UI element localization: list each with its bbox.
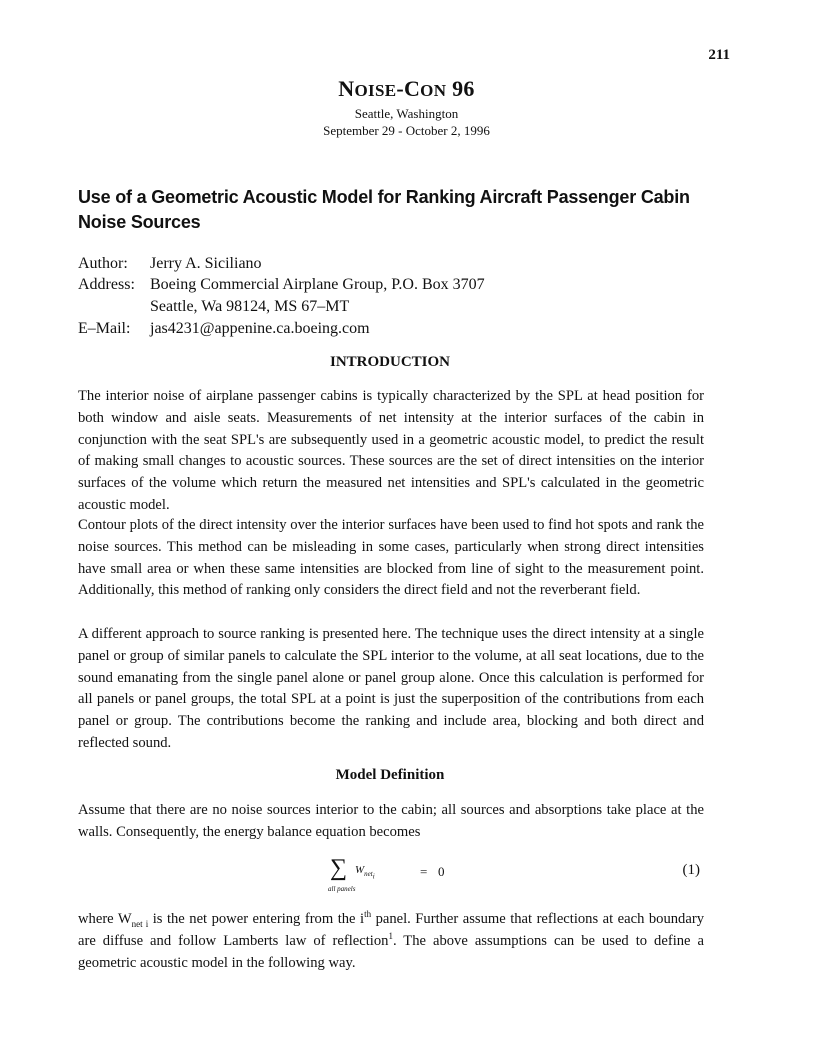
email-label: E–Mail:: [78, 320, 131, 337]
equation-1: [330, 855, 700, 895]
author-row: [78, 254, 262, 274]
author-label: Author:: [78, 255, 128, 272]
email-row: [78, 319, 370, 339]
equation-rhs: 0: [438, 864, 445, 879]
model-paragraph-2: where $W_{net i}$ is the net power entering from the $i^{th}$ panel. Further assume that reflections at each boundary are diffuse and follow Lamberts law of reflection$^1$. The above assumptions can be used to define a geometric acoustic model in the following way.: [78, 909, 704, 971]
conference-title: NOISE-CON 96: [338, 76, 475, 101]
email-address: jas4231@appenine.ca.boeing.com: [150, 320, 370, 337]
address-row-2: [78, 297, 350, 317]
paper-title: Use of a Geometric Acoustic Model for Ranking Aircraft Passenger Cabin Noise Sources: [78, 187, 690, 232]
summation-symbol: ∑: [330, 855, 348, 881]
intro-paragraph-2: Contour plots of the direct intensity over the interior surfaces have been used to find hot spots and rank the noise sources. This method can be misleading in some cases, particularly when strong direct intensities have small area or when these same intensities are blocked from line of sight to the measurement point. Additionally, this method of ranking only considers the direct field and not the reverberant field.: [78, 517, 704, 599]
address-label: Address:: [78, 276, 135, 293]
address-line-2: Seattle, Wa 98124, MS 67–MT: [150, 298, 350, 315]
summation-label: all panels: [328, 885, 356, 893]
conference-location: Seattle, Washington: [354, 106, 459, 121]
address-row: [78, 275, 485, 295]
equation-number: (1): [682, 862, 700, 878]
intro-paragraph-3: A different approach to source ranking is presented here. The technique uses the direct intensity at a single panel or group of similar panels to calculate the SPL interior to the volume, at all seat locations, due to the sound emanating from the single panel alone or panel group alone. Once this calculation is performed for all panels or panel groups, the total SPL at a point is just the superposition of the contributions from each panel or group. The contributions become the ranking and include area, blocking and both direct and reflected sound.: [78, 626, 704, 751]
conference-dates: September 29 - October 2, 1996: [323, 123, 490, 138]
introduction-heading: INTRODUCTION: [329, 354, 450, 370]
address-line-1: Boeing Commercial Airplane Group, P.O. Box 3707: [150, 276, 485, 293]
net-power-symbol: $W_{net_i}$: [355, 864, 375, 881]
equals-sign: =: [420, 864, 428, 879]
intro-paragraph-1: The interior noise of airplane passenger cabins is typically characterized by the SPL at head position for both window and aisle seats. Measurements of net intensity at the interior surfaces of the cabin in conjunction with the seat SPL's are subsequently used in a geometric acoustic model, to predict the result of making small changes to acoustic sources. These sources are the set of direct intensities on the interior surfaces of the volume which return the measured net intensities and SPL's calculated in the geometric acoustic model.: [78, 388, 704, 513]
model-paragraph-1: Assume that there are no noise sources interior to the cabin; all sources and absorptions take place at the walls. Consequently, the energy balance equation becomes: [78, 802, 704, 840]
model-definition-heading: Model Definition: [335, 767, 445, 783]
author-name: Jerry A. Siciliano: [150, 255, 262, 272]
page-number: 211: [708, 47, 730, 63]
